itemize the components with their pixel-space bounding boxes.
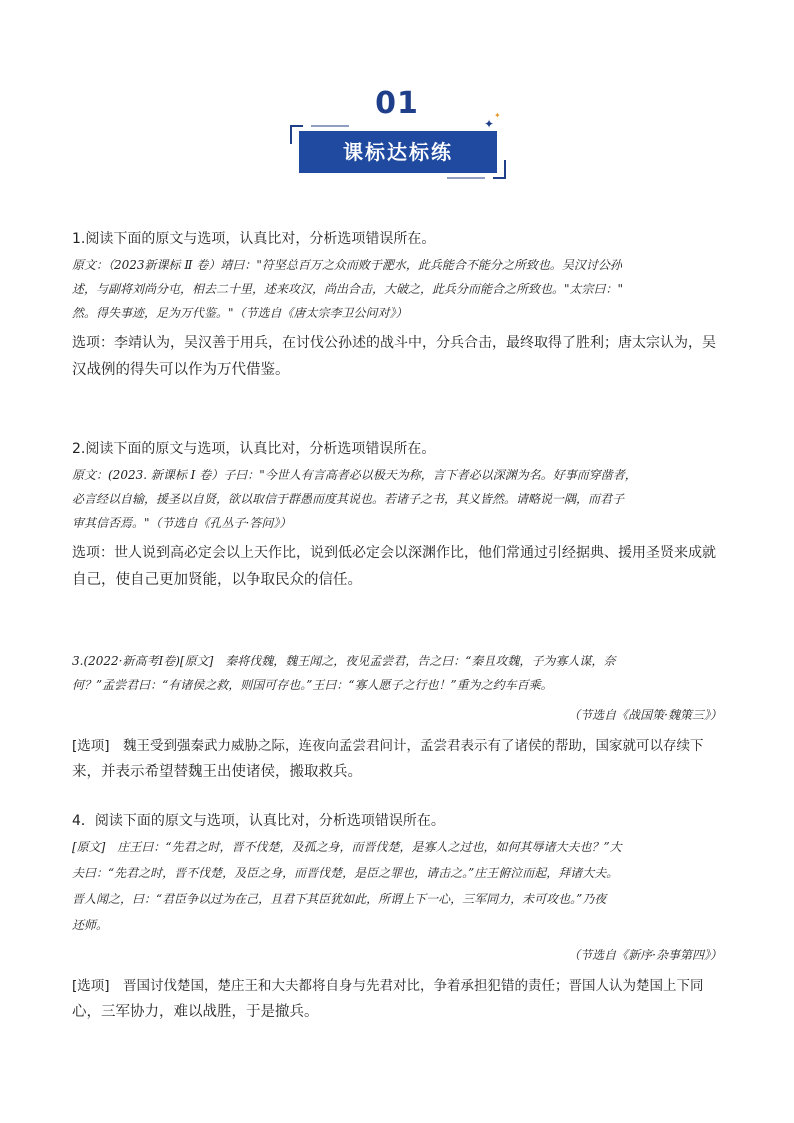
option-text-line: 选项：世人说到高必定会以上天作比，说到低必定会以深渊作比，他们常通过引经据典、援用圣贤来成就 xyxy=(72,545,716,561)
question-3 xyxy=(72,648,722,788)
original-text-line: 晋人闻之，曰：“君臣争以过为在己，且君下其臣犹如此，所谓上下一心，三军同力，未可攻也。”乃夜 xyxy=(72,892,607,906)
option-text-line: 选项：李靖认为，吴汉善于用兵，在讨伐公孙述的战斗中，分兵合击，最终取得了胜利；唐太宗认为，吴 xyxy=(72,335,716,351)
option-text-line: 心，三军协力，难以战胜，于是撤兵。 xyxy=(72,1004,319,1020)
question-4 xyxy=(72,808,722,1028)
question-title: 4．阅读下面的原文与选项，认真比对，分析选项错误所在。 xyxy=(72,813,445,829)
sparkle-small-icon: ✦ xyxy=(494,111,501,120)
section-title: 课标达标练 xyxy=(299,131,497,173)
original-text-line: 何？”孟尝君曰：“有诸侯之救，则国可存也。”王曰：“寡人愿子之行也！”重为之约车百乘。 xyxy=(72,678,553,692)
section-number: 01 xyxy=(375,86,419,121)
source-citation: （节选自《战国策·魏策三》） xyxy=(568,708,722,722)
original-text-line: 原文：(2023. 新课标 Ⅰ 卷）子曰："今世人有言高者必以极天为称，言下者必以深渊为名。好事而穿凿者， xyxy=(72,468,637,482)
option-text-line: 自己，使自己更加贤能，以争取民众的信任。 xyxy=(72,572,362,588)
original-text-line: [原文] 庄王曰：“先君之时，晋不伐楚，及孤之身，而晋伐楚，是寡人之过也，如何其辱诸大夫也？”大 xyxy=(72,840,622,854)
sparkle-icon: ✦ xyxy=(484,117,495,131)
option-text-line: [选项] 魏王受到强秦武力威胁之际，连夜向孟尝君问计，孟尝君表示有了诸侯的帮助，国家就可以存续下 xyxy=(72,738,704,754)
original-text-line: 3.(2022·新高考Ⅰ卷)[原文] 秦将伐魏，魏王闻之，夜见孟尝君，告之曰：“秦且攻魏，子为寡人谋，奈 xyxy=(72,654,616,668)
original-text-line: 夫曰：“先君之时，晋不伐楚，及臣之身，而晋伐楚，是臣之罪也，请击之。”庄王俯泣而起，拜诸大夫。 xyxy=(72,866,619,880)
question-1 xyxy=(72,224,722,384)
option-text-line: [选项] 晋国讨伐楚国，楚庄王和大夫都将自身与先君对比，争着承担犯错的责任；晋国人认为楚国上下同 xyxy=(72,978,704,994)
option-text-line: 汉战例的得失可以作为万代借鉴。 xyxy=(72,362,290,378)
original-text-line: 然。得失事迹，足为万代鉴。"（节选自《唐太宗李卫公问对》） xyxy=(72,306,408,320)
original-text-line: 必言经以自输，援圣以自贤，欲以取信于群愚而度其说也。若诸子之书，其义皆然。请略说一隅，而君子 xyxy=(72,492,625,506)
original-text-line: 还师。 xyxy=(72,918,109,932)
original-text-line: 述，与副将刘尚分屯，相去二十里，述来攻汉，尚出合击，大破之，此兵分而能合之所致也。"太宗曰：" xyxy=(72,282,624,296)
option-text-line: 来，并表示希望替魏王出使诸侯，搬取救兵。 xyxy=(72,764,362,780)
source-citation: （节选自《新序·杂事第四》） xyxy=(568,948,722,962)
question-title: 1.阅读下面的原文与选项，认真比对，分析选项错误所在。 xyxy=(72,231,436,247)
question-title: 2.阅读下面的原文与选项，认真比对，分析选项错误所在。 xyxy=(72,441,436,457)
original-text-line: 原文：（2023新课标 Ⅱ 卷）靖曰："符坚总百万之众而败于淝水，此兵能合不能分之所致也。吴汉讨公孙 xyxy=(72,258,622,272)
original-text-line: 审其信否焉。"（节选自《孔丛子·答问》） xyxy=(72,516,292,530)
question-2 xyxy=(72,434,722,594)
